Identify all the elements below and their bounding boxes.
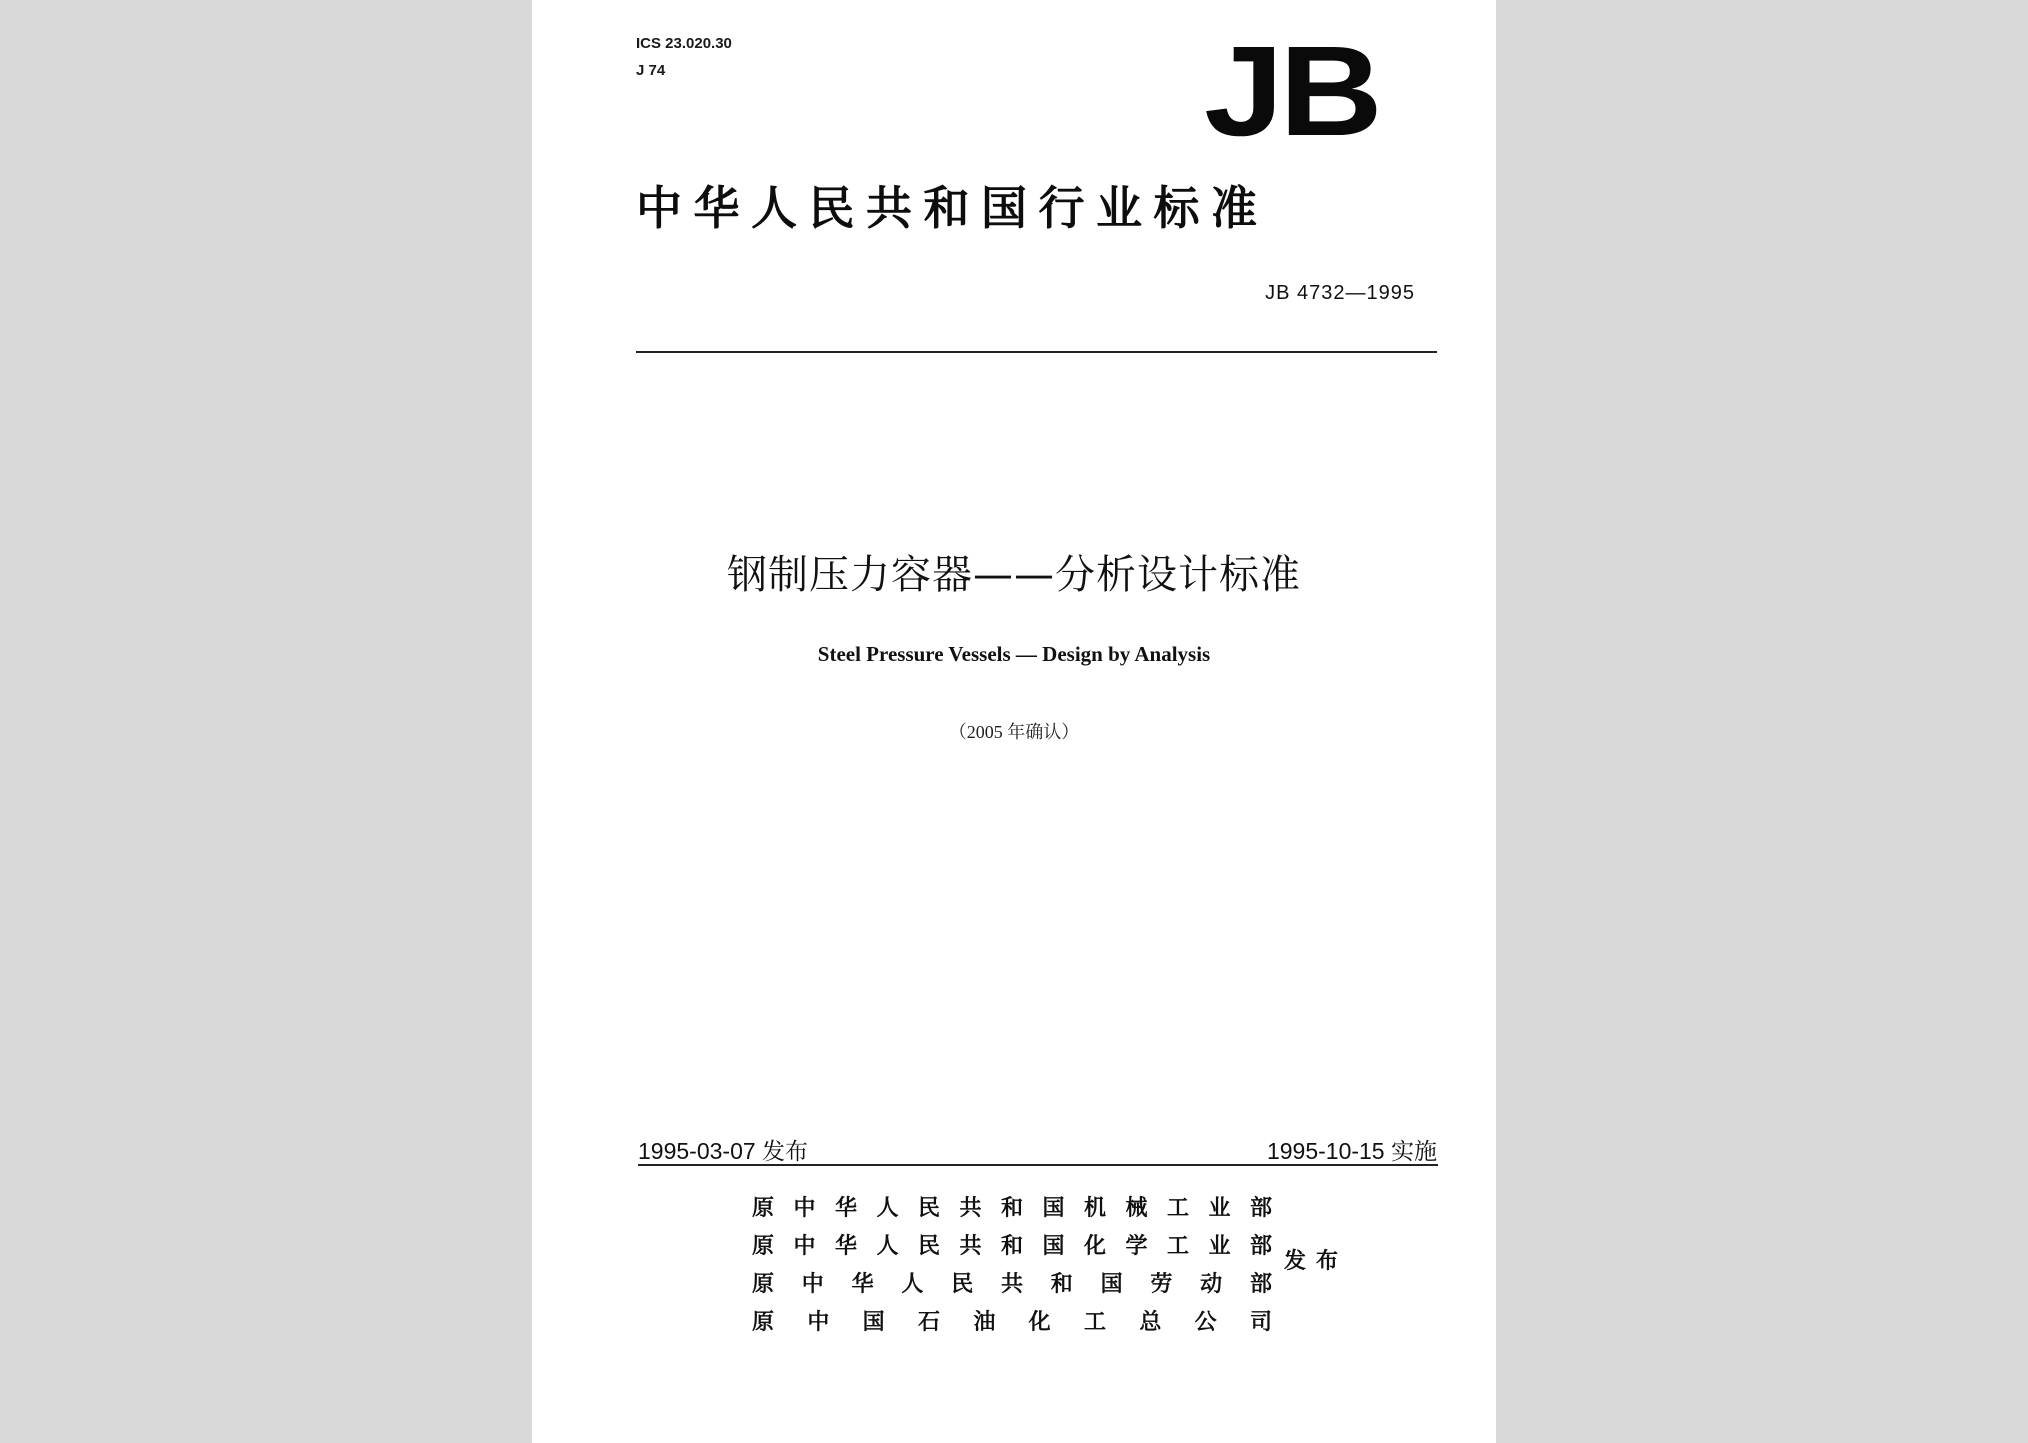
issuer-item: 原中华人民共和国化学工业部 [752,1233,1272,1259]
document-title-cn: 钢制压力容器——分析设计标准 [727,552,1301,598]
standard-number: JB 4732—1995 [1265,282,1415,304]
standard-type-title: 中华人民共和国行业标准 [636,181,1269,235]
issuer-item: 原中华人民共和国机械工业部 [752,1195,1272,1221]
issuer-item: 原中国石油化工总公司 [752,1309,1272,1335]
issue-date: 1995-03-07 发布 [638,1138,809,1164]
issuer-item: 原中华人民共和国劳动部 [752,1271,1272,1297]
ics-code: ICS 23.020.30 [636,35,732,52]
issuer-list [752,1189,1272,1341]
document-page [532,0,1496,1443]
class-code: J 74 [636,62,666,79]
implementation-date: 1995-10-15 实施 [1266,1138,1437,1164]
publish-label: 发布 [1284,1248,1349,1274]
confirmation-note: （2005 年确认） [948,722,1080,742]
header-divider [636,351,1437,353]
document-title-en: Steel Pressure Vessels — Design by Analysis [817,642,1211,666]
footer-divider [638,1164,1438,1166]
jb-logo: JB [1204,20,1379,163]
